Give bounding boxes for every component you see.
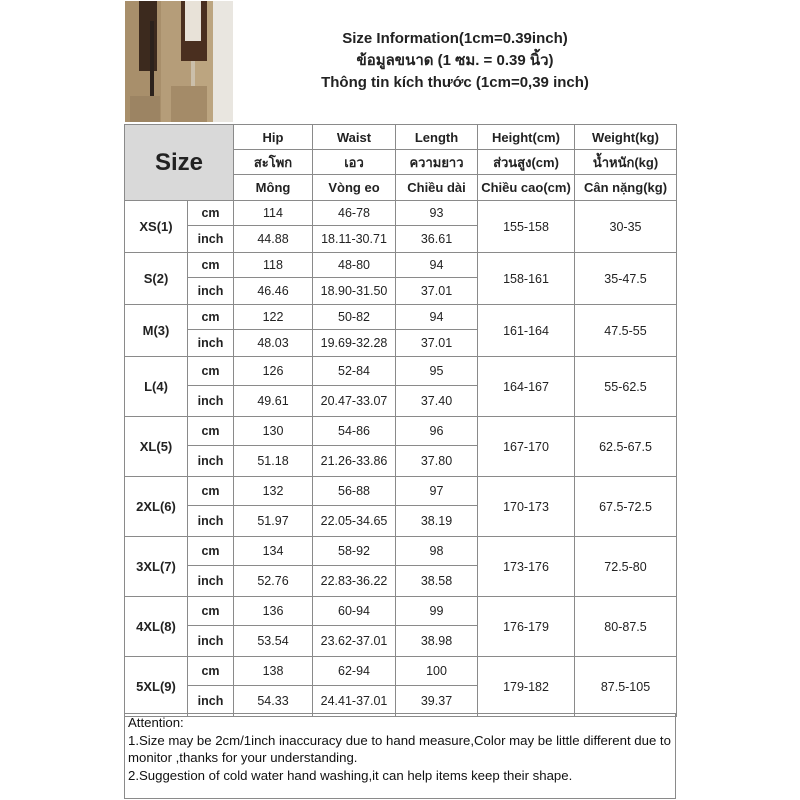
col-height-vi: Chiều cao(cm) — [478, 175, 575, 201]
inch-value: 37.80 — [396, 446, 478, 477]
cm-value: 46-78 — [313, 201, 396, 226]
table-row — [125, 597, 677, 626]
unit-inch-label: inch — [188, 386, 234, 417]
size-label: 2XL(6) — [125, 477, 188, 537]
cm-value: 126 — [234, 357, 313, 386]
cm-value: 50-82 — [313, 305, 396, 330]
inch-value: 46.46 — [234, 278, 313, 305]
note-line-1: 1.Size may be 2cm/1inch inaccuracy due to hand measure,Color may be little different due to monitor ,thanks for your understanding. — [128, 732, 671, 765]
size-label: 5XL(9) — [125, 657, 188, 717]
cm-value: 62-94 — [313, 657, 396, 686]
unit-cm-label: cm — [188, 417, 234, 446]
cm-value: 56-88 — [313, 477, 396, 506]
cm-value: 98 — [396, 537, 478, 566]
col-waist-vi: Vòng eo — [313, 175, 396, 201]
cm-value: 138 — [234, 657, 313, 686]
table-row — [125, 201, 677, 226]
weight-range: 47.5-55 — [575, 305, 677, 357]
title-english: Size Information(1cm=0.39inch) — [342, 30, 568, 47]
inch-value: 48.03 — [234, 330, 313, 357]
col-length-en: Length — [396, 125, 478, 150]
inch-value: 22.83-36.22 — [313, 566, 396, 597]
title-vietnamese: Thông tin kích thước (1cm=0,39 inch) — [321, 74, 589, 91]
col-waist-th: เอว — [313, 150, 396, 175]
col-length-th: ความยาว — [396, 150, 478, 175]
size-label: 4XL(8) — [125, 597, 188, 657]
weight-range: 35-47.5 — [575, 253, 677, 305]
inch-value: 21.26-33.86 — [313, 446, 396, 477]
inch-value: 37.01 — [396, 330, 478, 357]
cm-value: 54-86 — [313, 417, 396, 446]
weight-range: 30-35 — [575, 201, 677, 253]
size-label: XS(1) — [125, 201, 188, 253]
height-range: 173-176 — [478, 537, 575, 597]
size-label: 3XL(7) — [125, 537, 188, 597]
inch-value: 36.61 — [396, 226, 478, 253]
inch-value: 51.18 — [234, 446, 313, 477]
weight-range: 72.5-80 — [575, 537, 677, 597]
inch-value: 18.90-31.50 — [313, 278, 396, 305]
notes-heading: Attention: — [128, 715, 184, 730]
inch-value: 20.47-33.07 — [313, 386, 396, 417]
unit-cm-label: cm — [188, 201, 234, 226]
inch-value: 24.41-37.01 — [313, 686, 396, 717]
unit-inch-label: inch — [188, 330, 234, 357]
size-label: XL(5) — [125, 417, 188, 477]
unit-inch-label: inch — [188, 226, 234, 253]
table-row — [125, 477, 677, 506]
inch-value: 37.01 — [396, 278, 478, 305]
inch-value: 37.40 — [396, 386, 478, 417]
table-row — [125, 253, 677, 278]
unit-cm-label: cm — [188, 597, 234, 626]
size-chart-header — [124, 0, 676, 125]
cm-value: 134 — [234, 537, 313, 566]
cm-value: 132 — [234, 477, 313, 506]
weight-range: 55-62.5 — [575, 357, 677, 417]
table-row — [125, 357, 677, 386]
inch-value: 38.19 — [396, 506, 478, 537]
unit-cm-label: cm — [188, 253, 234, 278]
col-length-vi: Chiều dài — [396, 175, 478, 201]
inch-value: 39.37 — [396, 686, 478, 717]
cm-value: 58-92 — [313, 537, 396, 566]
unit-cm-label: cm — [188, 657, 234, 686]
unit-cm-label: cm — [188, 537, 234, 566]
col-hip-en: Hip — [234, 125, 313, 150]
col-height-en: Height(cm) — [478, 125, 575, 150]
inch-value: 53.54 — [234, 626, 313, 657]
inch-value: 19.69-32.28 — [313, 330, 396, 357]
header-row-english — [125, 125, 677, 150]
cm-value: 130 — [234, 417, 313, 446]
col-height-th: ส่วนสูง(cm) — [478, 150, 575, 175]
inch-value: 38.98 — [396, 626, 478, 657]
title-thai: ข้อมูลขนาด (1 ซม. = 0.39 นิ้ว) — [356, 52, 554, 69]
height-range: 161-164 — [478, 305, 575, 357]
unit-inch-label: inch — [188, 506, 234, 537]
cm-value: 114 — [234, 201, 313, 226]
cm-value: 96 — [396, 417, 478, 446]
weight-range: 67.5-72.5 — [575, 477, 677, 537]
unit-cm-label: cm — [188, 305, 234, 330]
weight-range: 87.5-105 — [575, 657, 677, 717]
unit-inch-label: inch — [188, 278, 234, 305]
unit-cm-label: cm — [188, 357, 234, 386]
size-label: M(3) — [125, 305, 188, 357]
cm-value: 122 — [234, 305, 313, 330]
cm-value: 52-84 — [313, 357, 396, 386]
cm-value: 60-94 — [313, 597, 396, 626]
height-range: 155-158 — [478, 201, 575, 253]
col-weight-th: น้ำหนัก(kg) — [575, 150, 677, 175]
height-range: 164-167 — [478, 357, 575, 417]
inch-value: 22.05-34.65 — [313, 506, 396, 537]
col-waist-en: Waist — [313, 125, 396, 150]
height-range: 176-179 — [478, 597, 575, 657]
col-hip-th: สะโพก — [234, 150, 313, 175]
inch-value: 23.62-37.01 — [313, 626, 396, 657]
cm-value: 97 — [396, 477, 478, 506]
title-block — [234, 28, 676, 94]
size-column-header: Size — [125, 125, 234, 201]
size-table — [124, 124, 677, 717]
cm-value: 136 — [234, 597, 313, 626]
col-weight-en: Weight(kg) — [575, 125, 677, 150]
cm-value: 95 — [396, 357, 478, 386]
inch-value: 44.88 — [234, 226, 313, 253]
cm-value: 94 — [396, 305, 478, 330]
col-hip-vi: Mông — [234, 175, 313, 201]
cm-value: 118 — [234, 253, 313, 278]
table-row — [125, 657, 677, 686]
size-chart-sheet — [124, 0, 676, 800]
unit-inch-label: inch — [188, 446, 234, 477]
unit-inch-label: inch — [188, 626, 234, 657]
inch-value: 52.76 — [234, 566, 313, 597]
inch-value: 18.11-30.71 — [313, 226, 396, 253]
cm-value: 94 — [396, 253, 478, 278]
inch-value: 49.61 — [234, 386, 313, 417]
unit-inch-label: inch — [188, 566, 234, 597]
size-label: S(2) — [125, 253, 188, 305]
inch-value: 38.58 — [396, 566, 478, 597]
weight-range: 62.5-67.5 — [575, 417, 677, 477]
height-range: 179-182 — [478, 657, 575, 717]
cm-value: 100 — [396, 657, 478, 686]
inch-value: 54.33 — [234, 686, 313, 717]
table-row — [125, 537, 677, 566]
table-row — [125, 305, 677, 330]
height-range: 170-173 — [478, 477, 575, 537]
note-line-2: 2.Suggestion of cold water hand washing,it can help items keep their shape. — [128, 767, 573, 783]
product-photo — [125, 1, 233, 122]
col-weight-vi: Cân nặng(kg) — [575, 175, 677, 201]
inch-value: 51.97 — [234, 506, 313, 537]
unit-cm-label: cm — [188, 477, 234, 506]
cm-value: 99 — [396, 597, 478, 626]
height-range: 158-161 — [478, 253, 575, 305]
attention-notes — [124, 713, 676, 799]
size-label: L(4) — [125, 357, 188, 417]
cm-value: 48-80 — [313, 253, 396, 278]
weight-range: 80-87.5 — [575, 597, 677, 657]
table-row — [125, 417, 677, 446]
height-range: 167-170 — [478, 417, 575, 477]
unit-inch-label: inch — [188, 686, 234, 717]
cm-value: 93 — [396, 201, 478, 226]
